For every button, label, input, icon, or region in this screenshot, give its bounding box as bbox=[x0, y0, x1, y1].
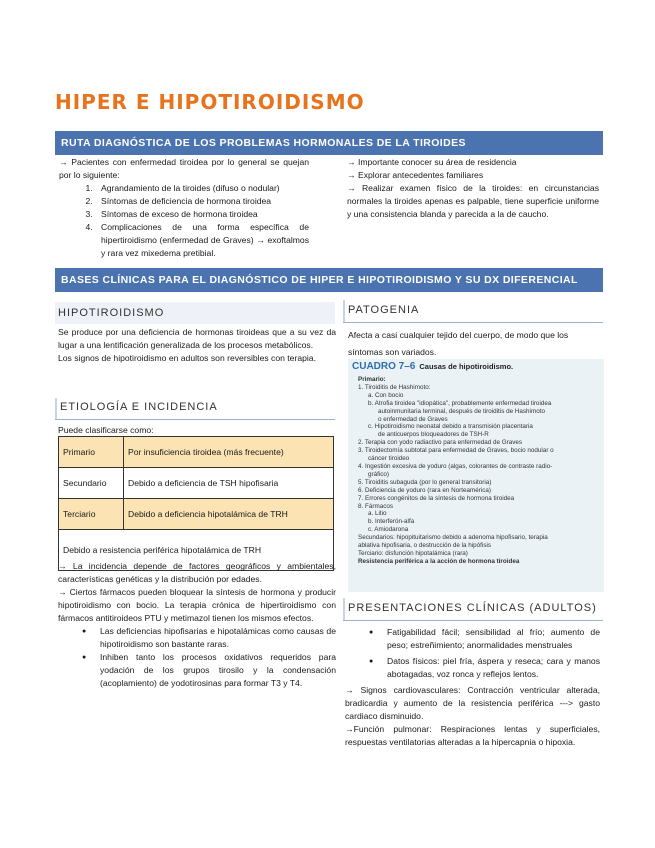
cuadro-line: gráfico) bbox=[368, 470, 389, 478]
ruta-list bbox=[59, 182, 309, 260]
presentaciones-accent bbox=[343, 598, 345, 620]
hipo-paragraph-1: Se produce por una deficiencia de hormonas tiroideas que a su vez da lugar a una lentificación generalizada de los procesos metabólicos. bbox=[58, 327, 336, 350]
presentaciones-text bbox=[345, 626, 600, 749]
cuadro-line: Secundarios: hipopituitarismo debido a adenoma hipofisario, terapia bbox=[358, 534, 548, 542]
section-header-bases: BASES CLÍNICAS PARA EL DIAGNÓSTICO DE HIPER E HIPOTIROIDISMO Y SU DX DIFERENCIAL bbox=[55, 268, 603, 292]
patogenia-text: Afecta a casi cualquier tejido del cuerpo, de modo que los síntomas son variados. bbox=[348, 330, 569, 357]
ruta-list-item: 3. Síntomas de exceso de hormona tiroidea bbox=[95, 208, 309, 221]
cuadro-line: 6. Deficiencia de yoduro (rara en Norteamérica) bbox=[358, 486, 491, 494]
patogenia-accent bbox=[343, 300, 345, 322]
etiologia-paragraph-2: → Ciertos fármacos pueden bloquear la síntesis de hormona y producir hipotiroidismo con bocio. La terapia crónica de hipertiroidismo con fármacos antitiroideos PTU y metimazol tienen los mismos efectos. bbox=[58, 587, 336, 623]
ruta-right-column bbox=[347, 156, 599, 221]
cuadro-line: Terciario: disfunción hipotalámica (rara) bbox=[358, 549, 468, 557]
etiologia-underline bbox=[55, 419, 335, 420]
etiologia-bullet: ● Las deficiencias hipofisarias e hipotalámicas como causas de hipotiroidismo son bastante raras. bbox=[100, 625, 336, 651]
cuadro-line: a. Con bocio bbox=[368, 391, 404, 399]
cuadro-line: 3. Tiroidectomía subtotal para enfermedad de Graves, bocio nodular o bbox=[358, 447, 554, 455]
patogenia-subtitle: PATOGENIA bbox=[348, 304, 420, 316]
cuadro-figure bbox=[348, 359, 604, 592]
etiologia-last-cell: Debido a resistencia periférica hipotalámica de TRH bbox=[59, 530, 334, 571]
etiologia-type-cell: Secundario bbox=[59, 468, 124, 499]
etiologia-accent bbox=[55, 398, 57, 420]
presentaciones-paragraph-1: → Signos cardiovasculares: Contracción ventricular alterada, bradicardia y aumento de la resistencia periférica ---> gasto cardiaco disminuido. bbox=[345, 685, 600, 721]
cuadro-line: b. Interferón-alfa bbox=[368, 518, 415, 526]
etiologia-table-row bbox=[59, 468, 334, 499]
etiologia-bullets bbox=[58, 625, 336, 690]
section-header-ruta: RUTA DIAGNÓSTICA DE LOS PROBLEMAS HORMONALES DE LA TIROIDES bbox=[55, 131, 603, 155]
etiologia-desc-cell: Debido a deficiencia de TSH hipofisaria bbox=[124, 468, 334, 499]
cuadro-line: autoinmunitaria terminal, después de tiroiditis de Hashimoto bbox=[378, 407, 545, 415]
etiologia-subtitle: ETIOLOGÍA E INCIDENCIA bbox=[60, 401, 218, 413]
presentaciones-subtitle: PRESENTACIONES CLÍNICAS (ADULTOS) bbox=[348, 602, 597, 614]
presentaciones-paragraph-2: →Función pulmonar: Respiraciones lentas y superficiales, respuestas ventilatorias alteradas a la hipercapnia o hipoxia. bbox=[345, 724, 600, 747]
etiologia-bullet: ● Inhiben tanto los procesos oxidativos requeridos para yodación de los grupos tirosilo y la condensación (acoplamiento) de yodotirosinas para formar T3 y T4. bbox=[100, 651, 336, 690]
cuadro-line: 4. Ingestión excesiva de yoduro (algas, colorantes de contraste radio- bbox=[358, 462, 553, 470]
etiologia-text bbox=[58, 560, 336, 690]
etiologia-table-row bbox=[59, 437, 334, 468]
cuadro-line: 8. Fármacos bbox=[358, 502, 393, 510]
hipo-paragraph-2: Los signos de hipotiroidismo en adultos son reversibles con terapia. bbox=[58, 353, 316, 363]
etiologia-type-cell: Primario bbox=[59, 437, 124, 468]
cuadro-label: CUADRO 7–6 bbox=[352, 361, 416, 372]
cuadro-line: 5. Tiroiditis subaguda (por lo general transitoria) bbox=[358, 478, 492, 486]
presentaciones-bullet: ● Fatigabilidad fácil; sensibilidad al frío; aumento de peso; estreñimiento; anormalidades menstruales bbox=[387, 626, 600, 652]
cuadro-line: 1. Tiroiditis de Hashimoto: bbox=[358, 383, 431, 391]
cuadro-line: 2. Terapia con yodo radiactivo para enfermedad de Graves bbox=[358, 439, 523, 447]
etiologia-table-row bbox=[59, 499, 334, 530]
etiologia-paragraph-1: → La incidencia depende de factores geográficos y ambientales, características genéticas y la distribución por edades. bbox=[58, 561, 336, 584]
cuadro-line: Resistencia periférica a la acción de hormona tiroidea bbox=[358, 557, 520, 565]
ruta-list-item: 1. Agrandamiento de la tiroides (difuso o nodular) bbox=[95, 182, 309, 195]
ruta-list-item: 2. Síntomas de deficiencia de hormona tiroidea bbox=[95, 195, 309, 208]
ruta-right-line: → Explorar antecedentes familiares bbox=[347, 170, 484, 180]
presentaciones-bullets bbox=[345, 626, 600, 681]
cuadro-line: de anticuerpos bloqueadores de TSH-R bbox=[378, 431, 489, 439]
ruta-list-item: 4. Complicaciones de una forma específica de hipertiroidismo (enfermedad de Graves) → exoftalmos y rara vez mixedema pretibial. bbox=[95, 221, 309, 260]
cuadro-line: o enfermedad de Graves bbox=[378, 415, 448, 423]
etiologia-table bbox=[58, 436, 334, 571]
presentaciones-underline bbox=[343, 620, 603, 621]
hipo-text bbox=[58, 326, 336, 365]
ruta-intro: → Pacientes con enfermedad tiroidea por lo general se quejan por lo siguiente: bbox=[59, 157, 309, 180]
etiologia-table-wrap bbox=[58, 436, 334, 571]
etiologia-intro: Puede clasificarse como: bbox=[58, 425, 154, 435]
cuadro-line: c. Hipotiroidismo neonatal debido a transmisión placentaria bbox=[368, 423, 533, 431]
ruta-left-column bbox=[59, 156, 309, 260]
cuadro-line: ablativa hipofisaria, o destrucción de la hipófisis bbox=[358, 542, 492, 550]
ruta-right-line: → Realizar examen físico de la tiroides: en circunstancias normales la tiroides apenas es palpable, tiene superficie uniforme y una consistencia blanda y parecida a la de caucho. bbox=[347, 183, 599, 219]
cuadro-body bbox=[348, 372, 604, 566]
presentaciones-bullet: ● Datos físicos: piel fría, áspera y reseca; cara y manos abotagadas, voz ronca y reflejos lentos. bbox=[387, 655, 600, 681]
etiologia-type-cell: Terciario bbox=[59, 499, 124, 530]
cuadro-title bbox=[348, 359, 604, 372]
patogenia-underline bbox=[343, 322, 603, 323]
cuadro-line: b. Atrofia tiroidea "idiopática", probablemente enfermedad tiroidea bbox=[368, 399, 552, 407]
etiologia-desc-cell: Debido a deficiencia hipotalámica de TRH bbox=[124, 499, 334, 530]
cuadro-caption: Causas de hipotiroidismo. bbox=[419, 362, 514, 371]
cuadro-line: cáncer tiroideo bbox=[368, 455, 410, 463]
cuadro-line: c. Amiodarona bbox=[368, 526, 409, 534]
hipo-subtitle: HIPOTIROIDISMO bbox=[58, 307, 165, 319]
ruta-right-line: → Importante conocer su área de residencia bbox=[347, 157, 517, 167]
cuadro-line: a. Litio bbox=[368, 510, 387, 518]
cuadro-line: Primario: bbox=[358, 376, 386, 383]
page-title: HIPER E HIPOTIROIDISMO bbox=[55, 90, 365, 114]
cuadro-line: 7. Errores congénitos de la síntesis de hormona tiroidea bbox=[358, 494, 515, 502]
etiologia-desc-cell: Por insuficiencia tiroidea (más frecuente) bbox=[124, 437, 334, 468]
